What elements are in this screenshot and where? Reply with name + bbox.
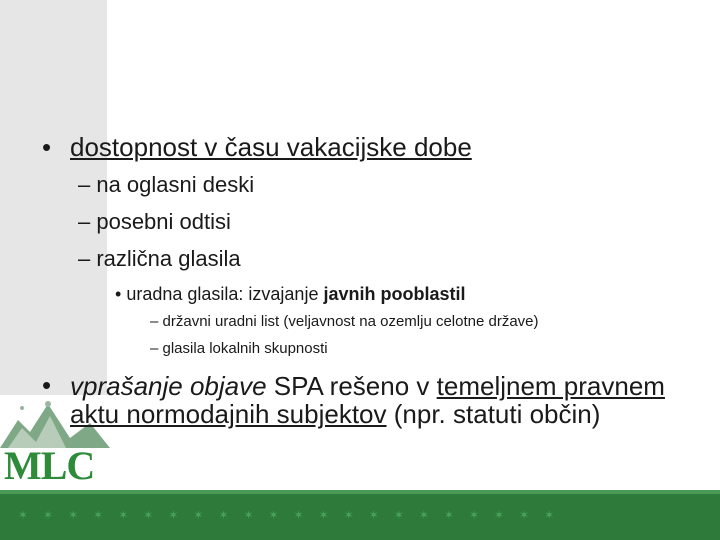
bullet-2-text <box>70 372 670 428</box>
bullet-icon: • <box>42 370 52 400</box>
sub-l4-2: – glasila lokalnih skupnosti <box>150 340 328 357</box>
logo-text: MLC <box>4 443 95 488</box>
bullet-2-plain2: (npr. statuti občin) <box>386 399 601 429</box>
bullet-2-italic: vprašanje objave <box>70 371 267 401</box>
footer-pattern-icon: ✶✶✶✶✶✶✶✶✶✶✶✶✶✶✶✶✶✶✶✶✶✶ <box>18 508 570 522</box>
bullet-icon: • <box>42 132 52 162</box>
sub-item-2: – posebni odtisi <box>78 209 231 234</box>
sub-item-1: – na oglasni deski <box>78 172 255 197</box>
sub-l4-1: – državni uradni list (veljavnost na ozemlju celotne države) <box>150 313 539 330</box>
bullet-1-text: dostopnost v času vakacijske dobe <box>70 132 472 162</box>
bullet-2-underlined: temeljnem pravnem aktu normodajnih subjektov <box>70 371 665 429</box>
sub-item-3: – različna glasila <box>78 246 241 271</box>
bullet-2-plain1: SPA rešeno v <box>266 371 437 401</box>
bullet-l3-prefix: uradna glasila: izvajanje <box>126 284 324 304</box>
bullet-l3 <box>115 284 465 305</box>
bullet-icon: • <box>115 284 122 304</box>
bullet-l3-bold: javnih pooblastil <box>323 284 466 304</box>
